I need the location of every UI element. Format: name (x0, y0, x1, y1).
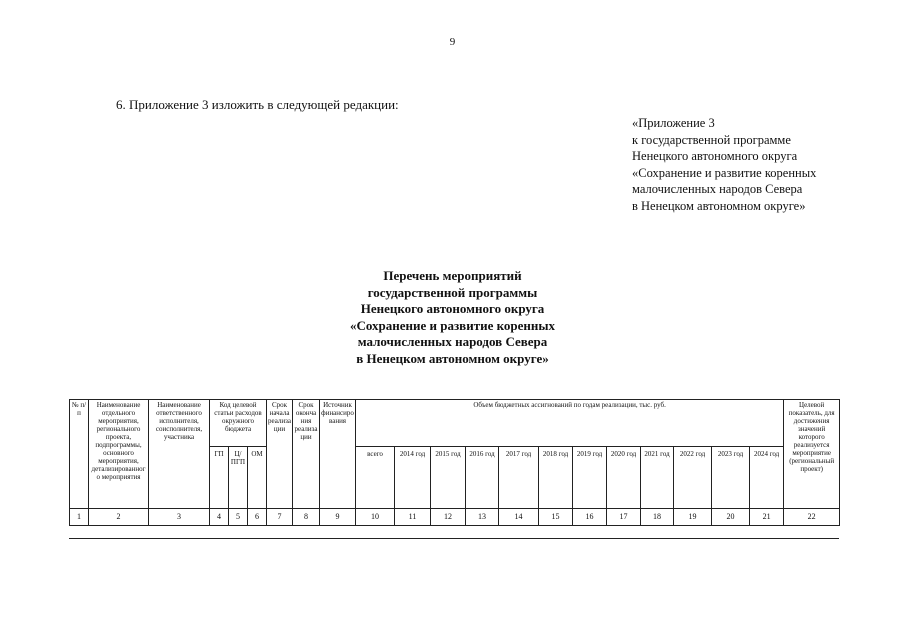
header-end-date: Срок окончания реализации (293, 400, 320, 509)
appendix-note-line: «Приложение 3 (632, 116, 715, 130)
appendix-note-line: в Ненецком автономном округе» (632, 198, 806, 213)
header-year-2014: 2014 год (395, 447, 431, 509)
table-bottom-rule (69, 538, 839, 539)
appendix-note-line: «Сохранение и развитие коренных (632, 165, 817, 180)
column-number: 10 (356, 509, 395, 526)
header-year-2018: 2018 год (539, 447, 573, 509)
header-year-2019: 2019 год (573, 447, 607, 509)
column-number: 1 (70, 509, 89, 526)
column-number: 6 (248, 509, 267, 526)
column-number: 14 (499, 509, 539, 526)
column-number: 11 (395, 509, 431, 526)
column-number: 21 (750, 509, 784, 526)
column-number: 16 (573, 509, 607, 526)
header-year-2023: 2023 год (712, 447, 750, 509)
header-funding-source: Источник финансирования (320, 400, 356, 509)
appendix-note-line: к государственной программе (632, 132, 791, 147)
header-start-date: Срок начала реализации (267, 400, 293, 509)
column-number: 22 (784, 509, 840, 526)
header-budget-code: Код целевой статьи расходов окружного бюджета (210, 400, 267, 447)
header-year-2017: 2017 год (499, 447, 539, 509)
header-budget-volume: Объем бюджетных ассигнований по годам реализации, тыс. руб. (356, 400, 784, 447)
title-line: государственной программы (367, 284, 538, 300)
measures-table (69, 399, 840, 526)
column-number: 18 (641, 509, 674, 526)
title-line: в Ненецком автономном округе» (356, 350, 549, 366)
appendix-note (632, 115, 892, 214)
column-number: 9 (320, 509, 356, 526)
column-number: 4 (210, 509, 229, 526)
column-number: 20 (712, 509, 750, 526)
title-line: «Сохранение и развитие коренных (349, 317, 556, 333)
title-line: Ненецкого автономного округа (360, 301, 545, 316)
column-number: 3 (149, 509, 210, 526)
title-line: малочисленных народов Севера (357, 334, 548, 349)
header-measure-name: Наименование отдельного мероприятия, регионального проекта, подпрограммы, основного мероприятия, детализированного мероприятия (89, 400, 149, 509)
header-om: ОМ (248, 447, 267, 509)
column-number: 13 (466, 509, 499, 526)
column-number: 5 (229, 509, 248, 526)
header-year-2020: 2020 год (607, 447, 641, 509)
header-target-indicator: Целевой показатель, для достижения значений которого реализуется мероприятие (региональный проект) (784, 400, 840, 509)
appendix-note-line: малочисленных народов Севера (632, 182, 803, 196)
column-number-row (70, 509, 840, 526)
header-year-2021: 2021 год (641, 447, 674, 509)
title-line: Перечень мероприятий (383, 268, 522, 283)
column-number: 7 (267, 509, 293, 526)
header-gp: ГП (210, 447, 229, 509)
column-number: 12 (431, 509, 466, 526)
header-year-2015: 2015 год (431, 447, 466, 509)
header-year-2016: 2016 год (466, 447, 499, 509)
instruction-text: 6. Приложение 3 изложить в следующей редакции: (116, 97, 399, 112)
column-number: 8 (293, 509, 320, 526)
header-year-2024: 2024 год (750, 447, 784, 509)
document-title (0, 268, 905, 367)
column-number: 15 (539, 509, 573, 526)
header-num: № п/п (70, 400, 89, 509)
appendix-note-line: Ненецкого автономного округа (632, 149, 798, 163)
page-number: 9 (449, 36, 456, 48)
column-number: 2 (89, 509, 149, 526)
column-number: 19 (674, 509, 712, 526)
header-year-2022: 2022 год (674, 447, 712, 509)
header-c-pgp: Ц/ПГП (229, 447, 248, 509)
header-total: всего (356, 447, 395, 509)
header-executor: Наименование ответственного исполнителя, соисполнителя, участника (149, 400, 210, 509)
column-number: 17 (607, 509, 641, 526)
